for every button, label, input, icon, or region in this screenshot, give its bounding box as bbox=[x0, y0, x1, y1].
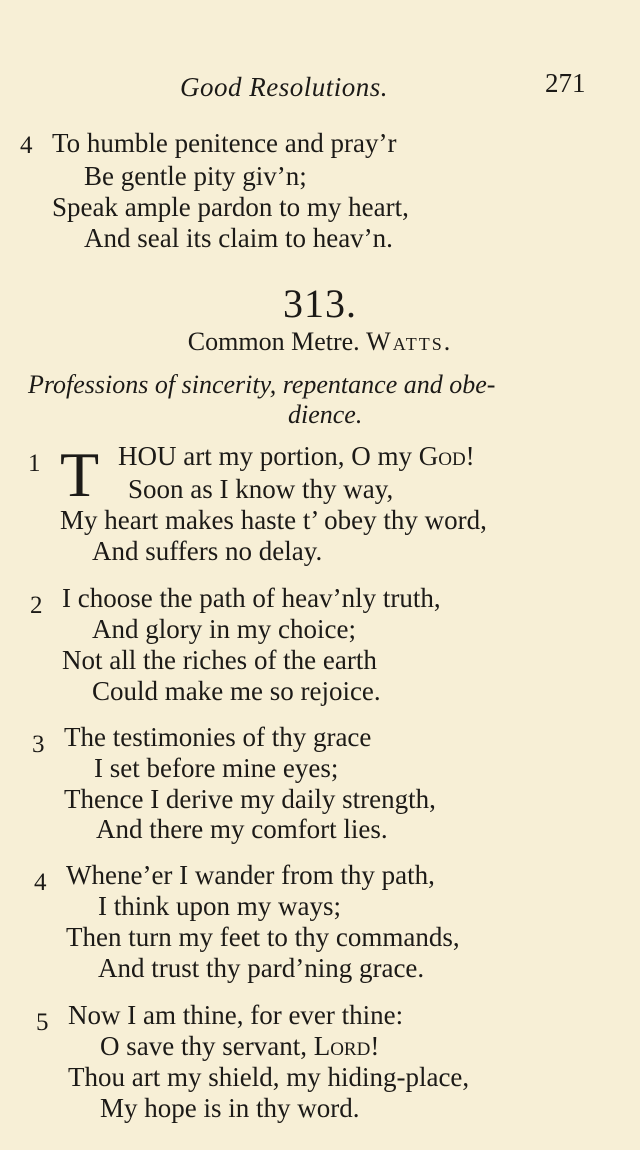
hymn-author: Watts. bbox=[366, 327, 453, 356]
verse-line: Whene’er I wander from thy path, bbox=[66, 860, 435, 890]
verse-line: Now I am thine, for ever thine: bbox=[68, 1000, 404, 1030]
verse-line: My heart makes haste t’ obey thy word, bbox=[60, 505, 487, 535]
running-title: Good Resolutions. bbox=[180, 72, 388, 102]
meter-label: Common Metre. bbox=[187, 327, 360, 356]
stanza-number: 4 bbox=[34, 869, 47, 896]
verse-line: Be gentle pity giv’n; bbox=[84, 161, 307, 191]
verse-line: And trust thy pard’ning grace. bbox=[98, 953, 425, 983]
running-head bbox=[0, 68, 640, 106]
verse-line: I choose the path of heav’nly truth, bbox=[62, 583, 441, 613]
verse-line: Thou art my shield, my hiding-place, bbox=[68, 1062, 470, 1092]
stanza-number: 2 bbox=[30, 592, 43, 619]
verse-line: I think upon my ways; bbox=[98, 891, 341, 921]
stanza-number: 1 bbox=[28, 450, 41, 477]
hymn-meter bbox=[0, 327, 640, 357]
verse-line: Could make me so rejoice. bbox=[92, 676, 381, 706]
page-number: 271 bbox=[545, 68, 586, 98]
drop-cap: T bbox=[60, 439, 100, 510]
verse-line: HOU art my portion, O my God! bbox=[118, 441, 475, 471]
verse-line: Soon as I know thy way, bbox=[128, 474, 394, 504]
verse-line: And seal its claim to heav’n. bbox=[84, 223, 393, 253]
verse-line: The testimonies of thy grace bbox=[64, 722, 372, 752]
verse-line: O save thy servant, Lord! bbox=[100, 1031, 380, 1061]
stanza-number: 3 bbox=[32, 731, 45, 758]
hymn-subject-line-1: Professions of sincerity, repentance and obe- bbox=[28, 370, 496, 399]
verse-line: Not all the riches of the earth bbox=[62, 645, 377, 675]
stanza-number: 5 bbox=[36, 1009, 49, 1036]
verse-line: Speak ample pardon to my heart, bbox=[52, 192, 409, 222]
verse-line: My hope is in thy word. bbox=[100, 1093, 360, 1123]
verse-line: To humble penitence and pray’r bbox=[52, 128, 397, 158]
verse-line: And there my comfort lies. bbox=[96, 814, 388, 844]
stanza-number: 4 bbox=[20, 132, 33, 159]
verse-line: Thence I derive my daily strength, bbox=[64, 784, 436, 814]
hymn-subject-line-2: dience. bbox=[288, 400, 363, 429]
verse-line: And suffers no delay. bbox=[92, 536, 323, 566]
hymn-number: 313. bbox=[283, 281, 357, 326]
verse-line: And glory in my choice; bbox=[92, 614, 356, 644]
verse-line: Then turn my feet to thy commands, bbox=[66, 922, 460, 952]
verse-line: I set before mine eyes; bbox=[94, 753, 339, 783]
